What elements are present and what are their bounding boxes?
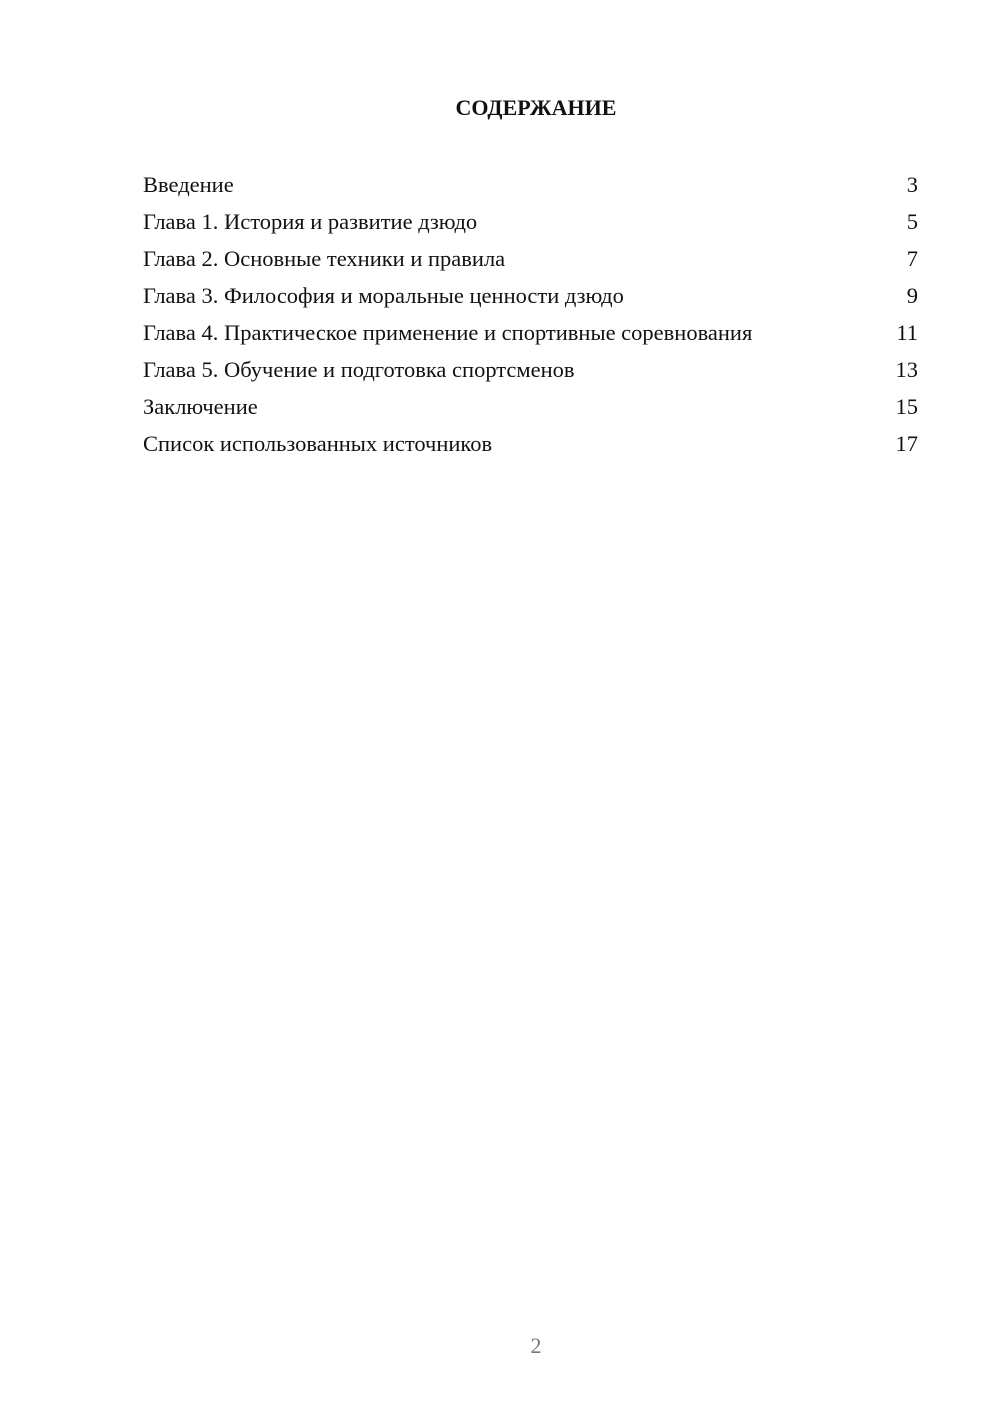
toc-entry [143,244,918,281]
toc-entry-page: 5 [906,209,918,234]
toc-entry-page: 13 [895,357,918,382]
toc-entry-label: Список использованных источников [143,431,493,456]
page-number: 2 [530,1333,542,1358]
toc-entry [143,170,918,207]
toc-entry-label: Глава 5. Обучение и подготовка спортсменов [143,357,575,382]
toc-entry-page: 7 [906,246,918,271]
toc-entry [143,281,918,318]
toc-entry-label: Глава 4. Практическое применение и спортивные соревнования [143,320,753,345]
table-of-contents [143,170,918,466]
toc-entry-page: 17 [895,431,918,456]
toc-entry [143,318,918,355]
toc-entry-label: Введение [143,172,234,197]
toc-entry-label: Глава 2. Основные техники и правила [143,246,506,271]
toc-entry-label: Глава 3. Философия и моральные ценности дзюдо [143,283,624,308]
toc-entry-page: 3 [906,172,918,197]
toc-entry-page: 9 [906,283,918,308]
toc-entry-page: 11 [896,320,918,345]
toc-entry [143,207,918,244]
toc-entry [143,355,918,392]
toc-entry-label: Глава 1. История и развитие дзюдо [143,209,478,234]
toc-entry-page: 15 [895,394,918,419]
page-title: СОДЕРЖАНИЕ [455,95,617,120]
toc-entry [143,429,918,466]
toc-entry-label: Заключение [143,394,258,419]
toc-entry [143,392,918,429]
